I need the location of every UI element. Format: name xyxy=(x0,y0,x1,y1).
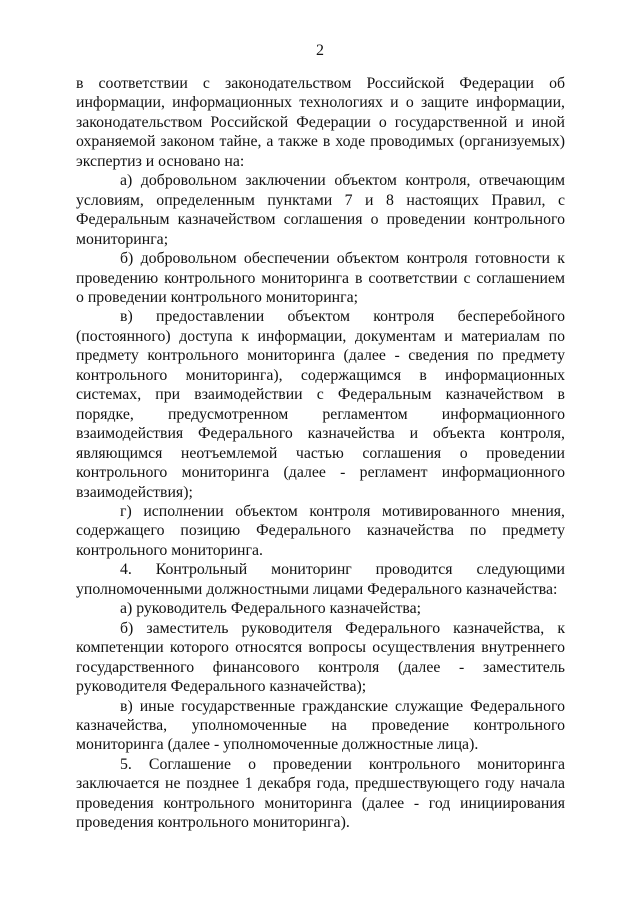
paragraph-clause-4: 4. Контрольный мониторинг проводится следующими уполномоченными должностными лицами Федерального казначейства: xyxy=(76,561,565,598)
page-number: 2 xyxy=(316,42,324,59)
paragraph-clause-4-b: б) заместитель руководителя Федерального казначейства, к компетенции которого относятся вопросы осуществления внутреннего государственного финансового контроля (далее - заместитель руководителя Федерального казначейства); xyxy=(76,619,565,696)
document-body xyxy=(76,74,565,833)
paragraph-clause-4-v: в) иные государственные гражданские служащие Федерального казначейства, уполномоченные на проведение контрольного мониторинга (далее - уполномоченные должностные лица). xyxy=(76,697,565,754)
paragraph-clause-4-a: а) руководитель Федерального казначейства; xyxy=(120,600,422,618)
paragraph-item-v: в) предоставлении объектом контроля бесперебойного (постоянного) доступа к информации, документам и материалам по предмету контрольного мониторинга (далее - сведения по предмету контрольного мониторинга), содержащимся в информационных системах, при взаимодействии с Федеральным казначейством в порядке, предусмотренном регламентом информационного взаимодействия Федерального казначейства и объекта контроля, являющимся неотъемлемой частью соглашения о проведении контрольного мониторинга (далее - регламент информационного взаимодействия); xyxy=(76,308,565,501)
paragraph-clause-5: 5. Соглашение о проведении контрольного мониторинга заключается не позднее 1 декабря года, предшествующего году начала проведения контрольного мониторинга (далее - год инициирования проведения контрольного мониторинга). xyxy=(76,755,565,832)
paragraph-item-a: а) добровольном заключении объектом контроля, отвечающим условиям, определенным пунктами 7 и 8 настоящих Правил, с Федеральным казначейством соглашения о проведении контрольного мониторинга; xyxy=(76,172,565,248)
paragraph-item-g: г) исполнении объектом контроля мотивированного мнения, содержащего позицию Федерального казначейства по предмету контрольного мониторинга. xyxy=(76,502,565,559)
paragraph-continuation: в соответствии с законодательством Российской Федерации об информации, информационных технологиях и о защите информации, законодательством Российской Федерации о государственной и иной охраняемой законом тайне, а также в ходе проводимых (организуемых) экспертиз и основано на: xyxy=(76,75,565,170)
paragraph-item-b: б) добровольном обеспечении объектом контроля готовности к проведению контрольного мониторинга в соответствии с соглашением о проведении контрольного мониторинга; xyxy=(76,250,565,306)
